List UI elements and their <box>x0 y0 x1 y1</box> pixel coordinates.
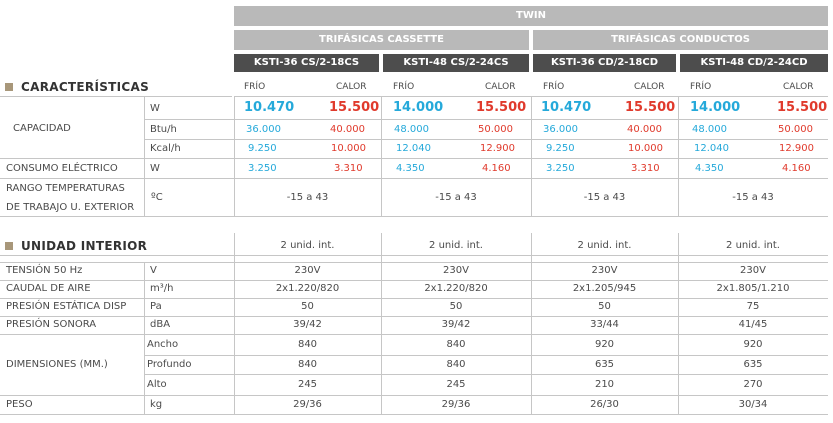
rango-value: -15 a 43 <box>732 192 774 203</box>
divider <box>0 334 828 335</box>
header-conductos: TRIFÁSICAS CONDUCTOS <box>533 30 828 50</box>
dim-value: 840 <box>297 359 318 370</box>
frio-label: FRÍO <box>393 82 415 92</box>
dim-profundo-label: Profundo <box>147 359 192 370</box>
rango-value: -15 a 43 <box>583 192 626 203</box>
unit-kcalh: Kcal/h <box>150 143 181 154</box>
calor-w: 15.500 <box>625 100 676 115</box>
section-title: UNIDAD INTERIOR <box>21 239 148 253</box>
tension-value: 230V <box>740 265 766 276</box>
calor-btuh: 50.000 <box>478 124 513 135</box>
model-header: KSTI-48 CD/2-24CD <box>680 54 828 72</box>
presion-sonora-value: 41/45 <box>738 319 768 330</box>
rango-unit: ºC <box>151 192 163 203</box>
caudal-value: 2x1.220/820 <box>424 283 488 294</box>
tension-value: 230V <box>591 265 618 276</box>
dim-value: 840 <box>446 339 466 350</box>
presion-estatica-unit: Pa <box>150 301 162 312</box>
frio-btuh: 36.000 <box>543 124 578 135</box>
calor-btuh: 40.000 <box>330 124 365 135</box>
rango-value: -15 a 43 <box>435 192 477 203</box>
divider <box>144 374 828 375</box>
frio-kcalh: 9.250 <box>248 143 277 154</box>
unid-int: 2 unid. int. <box>577 240 632 251</box>
dim-value: 840 <box>297 339 318 350</box>
header-cassette: TRIFÁSICAS CASSETTE <box>234 30 529 50</box>
presion-sonora-value: 33/44 <box>590 319 619 330</box>
caudal-unit: m³/h <box>150 283 174 294</box>
tension-label: TENSIÓN 50 Hz <box>6 265 83 276</box>
dim-value: 245 <box>446 379 466 390</box>
frio-label: FRÍO <box>244 82 266 92</box>
presion-estatica-value: 75 <box>746 301 760 312</box>
rango-label-2: DE TRABAJO U. EXTERIOR <box>6 202 135 213</box>
divider <box>144 139 828 140</box>
peso-value: 26/30 <box>590 399 619 410</box>
divider <box>144 262 145 414</box>
peso-value: 30/34 <box>738 399 768 410</box>
dim-value: 840 <box>446 359 466 370</box>
calor-label: CALOR <box>336 82 367 92</box>
divider <box>0 96 232 97</box>
peso-value: 29/36 <box>293 399 322 410</box>
caudal-value: 2x1.205/945 <box>572 283 637 294</box>
divider <box>0 316 828 317</box>
divider <box>0 216 828 217</box>
calor-btuh: 50.000 <box>778 124 813 135</box>
dim-ancho-label: Ancho <box>147 339 179 350</box>
presion-sonora-label: PRESIÓN SONORA <box>6 319 97 330</box>
frio-w: 14.000 <box>393 100 444 115</box>
caudal-value: 2x1.220/820 <box>275 283 340 294</box>
calor-kcalh: 12.900 <box>480 143 515 154</box>
divider <box>0 298 828 299</box>
bullet-square-icon <box>5 83 13 91</box>
unid-int: 2 unid. int. <box>726 240 780 251</box>
capacidad-label: CAPACIDAD <box>13 123 71 134</box>
unit-w: W <box>150 103 160 114</box>
frio-kcalh: 12.040 <box>694 143 729 154</box>
dim-value: 635 <box>743 359 763 370</box>
dim-value: 920 <box>594 339 615 350</box>
calor-label: CALOR <box>634 82 665 92</box>
frio-label: FRÍO <box>543 82 565 92</box>
dim-value: 920 <box>743 339 763 350</box>
consumo-calor: 3.310 <box>334 163 363 174</box>
calor-label: CALOR <box>485 82 516 92</box>
divider <box>0 178 828 179</box>
model-header: KSTI-36 CS/2-18CS <box>234 54 379 72</box>
presion-estatica-value: 50 <box>449 301 463 312</box>
frio-btuh: 48.000 <box>394 124 429 135</box>
divider <box>0 280 828 281</box>
frio-w: 14.000 <box>690 100 741 115</box>
calor-kcalh: 12.900 <box>779 143 814 154</box>
divider <box>0 262 828 263</box>
presion-sonora-unit: dBA <box>150 319 171 330</box>
frio-label: FRÍO <box>690 82 712 92</box>
unid-int: 2 unid. int. <box>429 240 483 251</box>
section-caracteristicas <box>5 80 149 94</box>
consumo-calor: 4.160 <box>782 163 811 174</box>
consumo-frio: 3.250 <box>248 163 277 174</box>
consumo-unit: W <box>150 163 160 174</box>
dim-value: 210 <box>594 379 615 390</box>
rango-value: -15 a 43 <box>286 192 329 203</box>
peso-unit: kg <box>150 399 163 410</box>
calor-w: 15.500 <box>329 100 380 115</box>
presion-sonora-value: 39/42 <box>293 319 322 330</box>
divider <box>0 158 828 159</box>
tension-value: 230V <box>443 265 469 276</box>
dim-alto-label: Alto <box>147 379 167 390</box>
caudal-label: CAUDAL DE AIRE <box>6 283 91 294</box>
header-twin: TWIN <box>234 6 828 26</box>
unit-btuh: Btu/h <box>150 124 177 135</box>
consumo-frio: 4.350 <box>396 163 425 174</box>
tension-value: 230V <box>294 265 321 276</box>
section-unidad-interior <box>5 239 147 253</box>
divider <box>0 255 828 256</box>
model-header: KSTI-36 CD/2-18CD <box>533 54 676 72</box>
frio-w: 10.470 <box>244 100 295 115</box>
divider <box>0 395 828 396</box>
calor-kcalh: 10.000 <box>331 143 366 154</box>
frio-w: 10.470 <box>541 100 592 115</box>
peso-label: PESO <box>6 399 33 410</box>
calor-label: CALOR <box>783 82 814 92</box>
dimensiones-label: DIMENSIONES (MM.) <box>6 359 108 370</box>
divider <box>144 119 828 120</box>
divider <box>0 414 828 415</box>
divider <box>144 97 145 216</box>
rango-label-1: RANGO TEMPERATURAS <box>6 183 125 194</box>
consumo-calor: 3.310 <box>631 163 660 174</box>
dim-value: 635 <box>594 359 615 370</box>
consumo-calor: 4.160 <box>482 163 511 174</box>
frio-btuh: 48.000 <box>692 124 727 135</box>
dim-value: 245 <box>297 379 318 390</box>
calor-kcalh: 10.000 <box>628 143 663 154</box>
section-title: CARACTERÍSTICAS <box>21 80 150 94</box>
presion-sonora-value: 39/42 <box>441 319 471 330</box>
unid-int: 2 unid. int. <box>280 240 335 251</box>
frio-kcalh: 9.250 <box>546 143 575 154</box>
calor-w: 15.500 <box>476 100 527 115</box>
presion-estatica-value: 50 <box>301 301 314 312</box>
calor-w: 15.500 <box>777 100 828 115</box>
consumo-frio: 3.250 <box>546 163 575 174</box>
dim-value: 270 <box>743 379 763 390</box>
divider <box>144 355 828 356</box>
frio-btuh: 36.000 <box>246 124 281 135</box>
frio-kcalh: 12.040 <box>396 143 431 154</box>
consumo-frio: 4.350 <box>695 163 724 174</box>
bullet-square-icon <box>5 242 13 250</box>
presion-estatica-label: PRESIÓN ESTÁTICA DISP <box>6 301 127 312</box>
consumo-label: CONSUMO ELÉCTRICO <box>6 163 118 174</box>
caudal-value: 2x1.805/1.210 <box>716 283 790 294</box>
peso-value: 29/36 <box>441 399 471 410</box>
tension-unit: V <box>150 265 157 276</box>
presion-estatica-value: 50 <box>598 301 611 312</box>
calor-btuh: 40.000 <box>627 124 662 135</box>
model-header: KSTI-48 CS/2-24CS <box>383 54 529 72</box>
